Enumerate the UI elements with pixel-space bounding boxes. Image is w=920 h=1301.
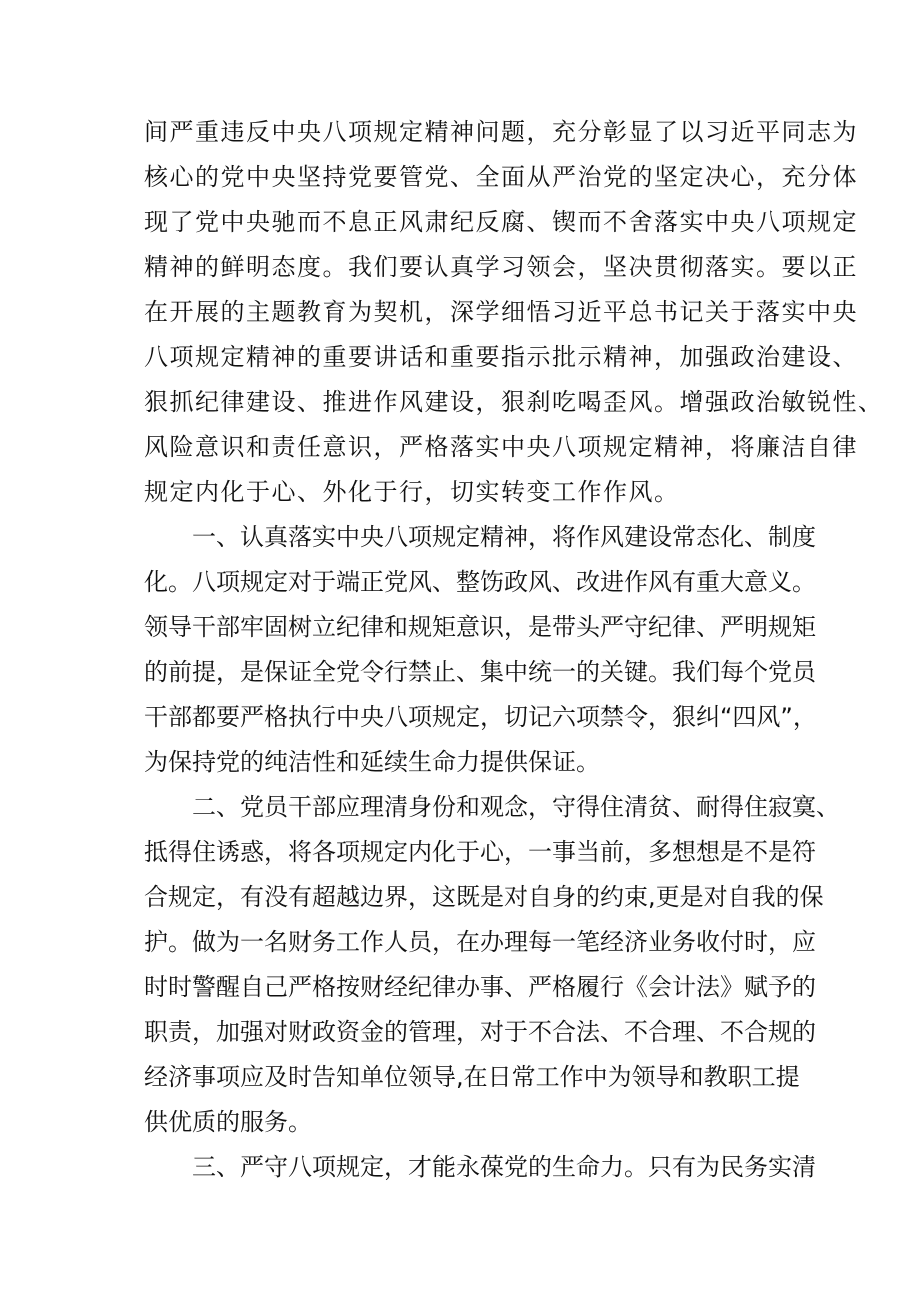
section2-line-7: 经济事项应及时告知单位领导,在日常工作中为领导和教职工提 (144, 1063, 800, 1091)
section2-line-6: 职责，加强对财政资金的管理，对于不合法、不合理、不合规的 (144, 1018, 816, 1046)
section2-line-1: 二、党员干部应理清身份和观念，守得住清贫、耐得住寂寞、 (192, 793, 840, 821)
section1-line-4: 的前提，是保证全党令行禁止、集中统一的关键。我们每个党员 (144, 658, 816, 686)
intro-line-6: 八项规定精神的重要讲话和重要指示批示精神，加强政治建设、 (144, 343, 858, 371)
section1-line-1: 一、认真落实中央八项规定精神，将作风建设常态化、制度 (192, 523, 816, 551)
section1-line-6: 为保持党的纯洁性和延续生命力提供保证。 (144, 748, 600, 776)
section1-line-5: 干部都要严格执行中央八项规定，切记六项禁令，狠纠“四风”， (144, 703, 817, 731)
intro-line-1: 间严重违反中央八项规定精神问题，充分彰显了以习近平同志为 (144, 118, 858, 146)
section1-line-2: 化。八项规定对于端正党风、整饬政风、改进作风有重大意义。 (144, 568, 816, 596)
intro-line-4: 精神的鲜明态度。我们要认真学习领会，坚决贯彻落实。要以正 (144, 253, 858, 281)
intro-line-3: 现了党中央驰而不息正风肃纪反腐、锲而不舍落实中央八项规定 (144, 208, 858, 236)
intro-line-2: 核心的党中央坚持党要管党、全面从严治党的坚定决心，充分体 (144, 163, 858, 191)
intro-line-7: 狠抓纪律建设、推进作风建设，狠刹吃喝歪风。增强政治敏锐性、 (144, 388, 884, 416)
section2-line-5: 时时警醒自己严格按财经纪律办事、严格履行《会计法》赋予的 (144, 973, 816, 1001)
section3-line-1: 三、严守八项规定，才能永葆党的生命力。只有为民务实清 (192, 1153, 816, 1181)
section2-line-8: 供优质的服务。 (144, 1108, 312, 1136)
intro-line-9: 规定内化于心、外化于行，切实转变工作作风。 (144, 478, 680, 506)
section2-line-4: 护。做为一名财务工作人员，在办理每一笔经济业务收付时，应 (144, 928, 816, 956)
section2-line-2: 抵得住诱惑，将各项规定内化于心，一事当前，多想想是不是符 (144, 838, 816, 866)
intro-line-5: 在开展的主题教育为契机，深学细悟习近平总书记关于落实中央 (144, 298, 858, 326)
section2-line-3: 合规定，有没有超越边界，这既是对自身的约束,更是对自我的保 (144, 883, 824, 911)
section1-line-3: 领导干部牢固树立纪律和规矩意识，是带头严守纪律、严明规矩 (144, 613, 816, 641)
intro-line-8: 风险意识和责任意识，严格落实中央八项规定精神，将廉洁自律 (144, 433, 858, 461)
